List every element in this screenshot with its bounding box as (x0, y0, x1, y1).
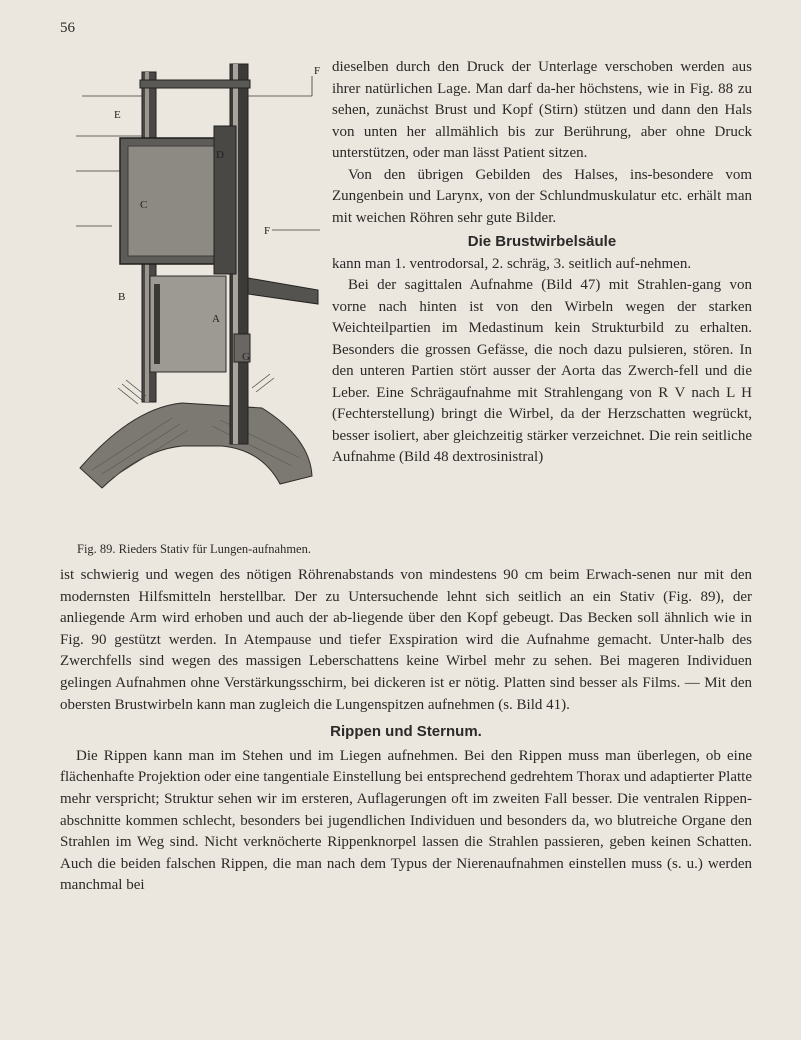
figure-label-b: B (118, 291, 126, 303)
paragraph: Bei der sagittalen Aufnahme (Bild 47) mit Strahlen-gang von vorne nach hinten ist von den Wirbeln wegen der starken Weichteilpartien im Medastinum kein Strukturbild zu erhalten. Besonders die grossen Gefässe, die noch dazu pulsieren, stören. In den unteren Partien stört ausser der Aorta das Zwerch-fell und die Leber. Eine Schrägaufnahme mit Strahlengang von R V nach L H (Fechterstellung) bringt die Wirbel, da der Herzschatten wegrückt, besser isoliert, aber gleichzeitig stärker verzeichnet. Die rein seitliche Aufnahme (Bild 48 dextrosinistral) (332, 277, 752, 465)
full-width-text (60, 565, 752, 897)
figure-label-c: C (140, 199, 148, 211)
paragraph: Die Rippen kann man im Stehen und im Liegen aufnehmen. Bei den Rippen muss man überlegen, ob eine flächenhafte Projektion oder eine tangentiale Einstellung bei entsprechend gedrehtem Thorax und adaptierter Platte mehr verspricht; Struktur sehen wir im ersteren, Auflagerungen oft im zweiten Fall besser. Die ventralen Rippen-abschnitte kommen schlecht, besonders bei jugendlichen Individuen und besonders da, wo blutreiche Organe den Strahlen im Weg sind. Nicht verknöcherte Rippenknorpel lassen die Strahlen passieren, geben keinen Schatten. Auch die beiden falschen Rippen, die man nach dem Typus der Nierenaufnahmen einstellen muss (s. u.) werden manchmal bei (60, 747, 752, 894)
paragraph: dieselben durch den Druck der Unterlage verschoben werden aus ihrer natürlichen Lage. Man darf da-her höchstens, wie in Fig. 88 zu sehen, zunächst Brust und Kopf (Stirn) stützen und dann den Hals von unten her allmählich bis zur Berührung, aber ohne Druck unterstützen, oder man lässt Patient sitzen. (332, 59, 752, 161)
figure-label-d: D (216, 149, 224, 161)
figure-label-a: A (212, 313, 220, 325)
figure-stand-illustration (62, 58, 326, 538)
paragraph: ist schwierig und wegen des nötigen Röhrenabstands von mindestens 90 cm beim Erwach-senen nur mit den modernsten Hilfsmitteln herstellbar. Der zu Untersuchende lehnt sich seitlich an ein Stativ (Fig. 89), der anliegende Arm wird erhoben und auch der ab-liegende über den Kopf gebeugt. Das Becken soll ähnlich wie in Fig. 90 gestützt werden. In Atempause und tiefer Exspiration wird die Aufnahme gemacht. Unter-halb des Zwerchfells sind wegen des massigen Leberschattens keine Wirbel mehr zu sehen. Bei mageren Individuen gelingen Aufnahmen ohne Verstärkungsschirm, bei dickeren ist er nötig. Platten sind besser als Films. — Mit den obersten Brustwirbeln kann man zugleich die Lungenspitzen aufnehmen (s. Bild 41). (60, 567, 752, 713)
page-number: 56 (60, 20, 75, 36)
section-heading: Die Brustwirbelsäule (467, 233, 617, 250)
paragraph: Von den übrigen Gebilden des Halses, ins-besondere vom Zungenbein und Larynx, von der Schlundmuskulatur etc. erhält man mit weichen Röhren sehr gute Bilder. (332, 166, 752, 226)
paragraph: kann man 1. ventrodorsal, 2. schräg, 3. seitlich auf-nehmen. (332, 255, 692, 272)
figure-label-f-top: F (314, 65, 321, 77)
figure-label-e: E (114, 109, 121, 121)
figure-label-g: G (242, 351, 250, 363)
right-column (332, 57, 752, 469)
section-heading: Rippen und Sternum. (330, 723, 482, 741)
stand-drawing (62, 58, 326, 538)
figure-label-f: F (264, 225, 271, 237)
figure-caption: Fig. 89. Rieders Stativ für Lungen-aufnahmen. (77, 542, 311, 556)
